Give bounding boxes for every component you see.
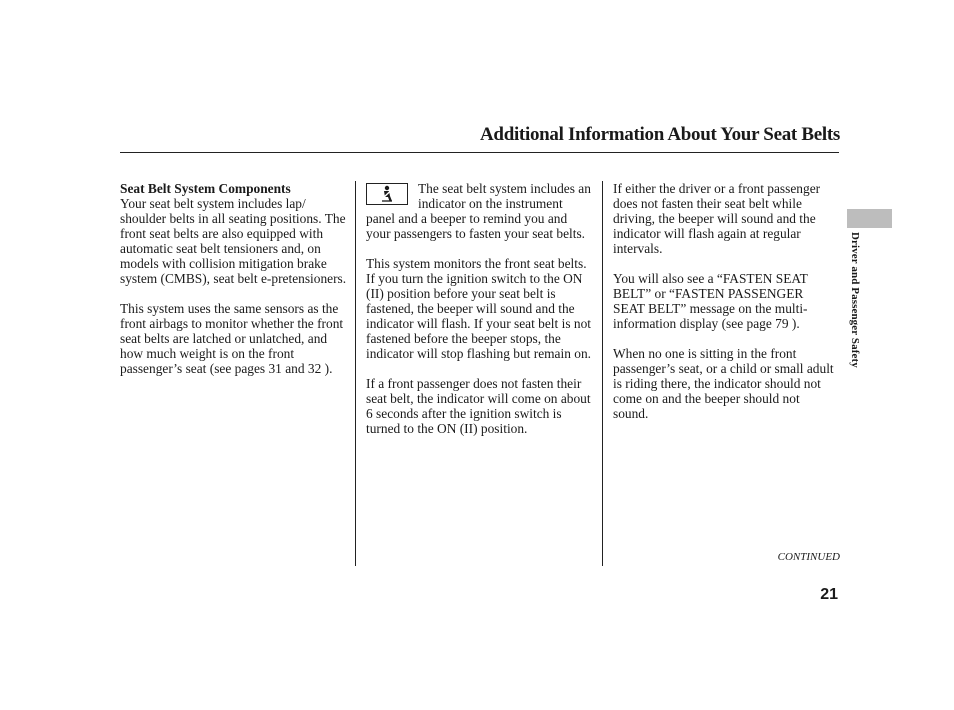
paragraph-message: You will also see a “FASTEN SEAT BELT” or “FASTEN PASSENGER SEAT BELT” message on the multi-information display (see page 79 ).	[613, 271, 808, 331]
paragraph-monitoring: This system monitors the front seat belts. If you turn the ignition switch to the ON (II) position before your seat belt is fastened, the beeper will sound and the indicator will flash. If your seat belt is not fastened before the beeper stops, the indicator will stop flashing but remain on.	[366, 256, 591, 361]
column-2	[366, 181, 594, 451]
continued-label: CONTINUED	[777, 551, 840, 563]
paragraph-indicator	[366, 181, 594, 241]
section-heading: Seat Belt System Components	[120, 181, 291, 196]
indicator-text: The seat belt system includes an indicator on the instrument panel and a beeper to remind you and your passengers to fasten your seat belts.	[366, 181, 591, 241]
column-divider-1	[355, 181, 356, 566]
title-divider	[120, 152, 839, 153]
seat-belt-reminder-icon	[366, 183, 408, 205]
page-number: 21	[820, 586, 838, 603]
paragraph-sensors: This system uses the same sensors as the front airbags to monitor whether the front seat belts are latched or unlatched, and how much weight is on the front passenger’s seat (see pages 31 and 32 ).	[120, 301, 344, 376]
section-tab-label: Driver and Passenger Safety	[849, 232, 861, 368]
section-tab-marker	[847, 209, 892, 228]
paragraph-empty-seat: When no one is sitting in the front passenger’s seat, or a child or small adult is riding there, the indicator should not come on and the beeper should not sound.	[613, 346, 834, 421]
column-1	[120, 181, 350, 391]
column-3	[613, 181, 837, 436]
page-title: Additional Information About Your Seat Belts	[480, 124, 840, 145]
paragraph-driving: If either the driver or a front passenger does not fasten their seat belt while driving, the beeper will sound and the indicator will flash again at regular intervals.	[613, 181, 821, 256]
column-divider-2	[602, 181, 603, 566]
paragraph-passenger: If a front passenger does not fasten their seat belt, the indicator will come on about 6 seconds after the ignition switch is turned to the ON (II) position.	[366, 376, 591, 436]
paragraph-components: Your seat belt system includes lap/ shoulder belts in all seating positions. The front seat belts are also equipped with automatic seat belt tensioners and, on models with collision mitigation brake system (CMBS), seat belt e-pretensioners.	[120, 196, 347, 286]
